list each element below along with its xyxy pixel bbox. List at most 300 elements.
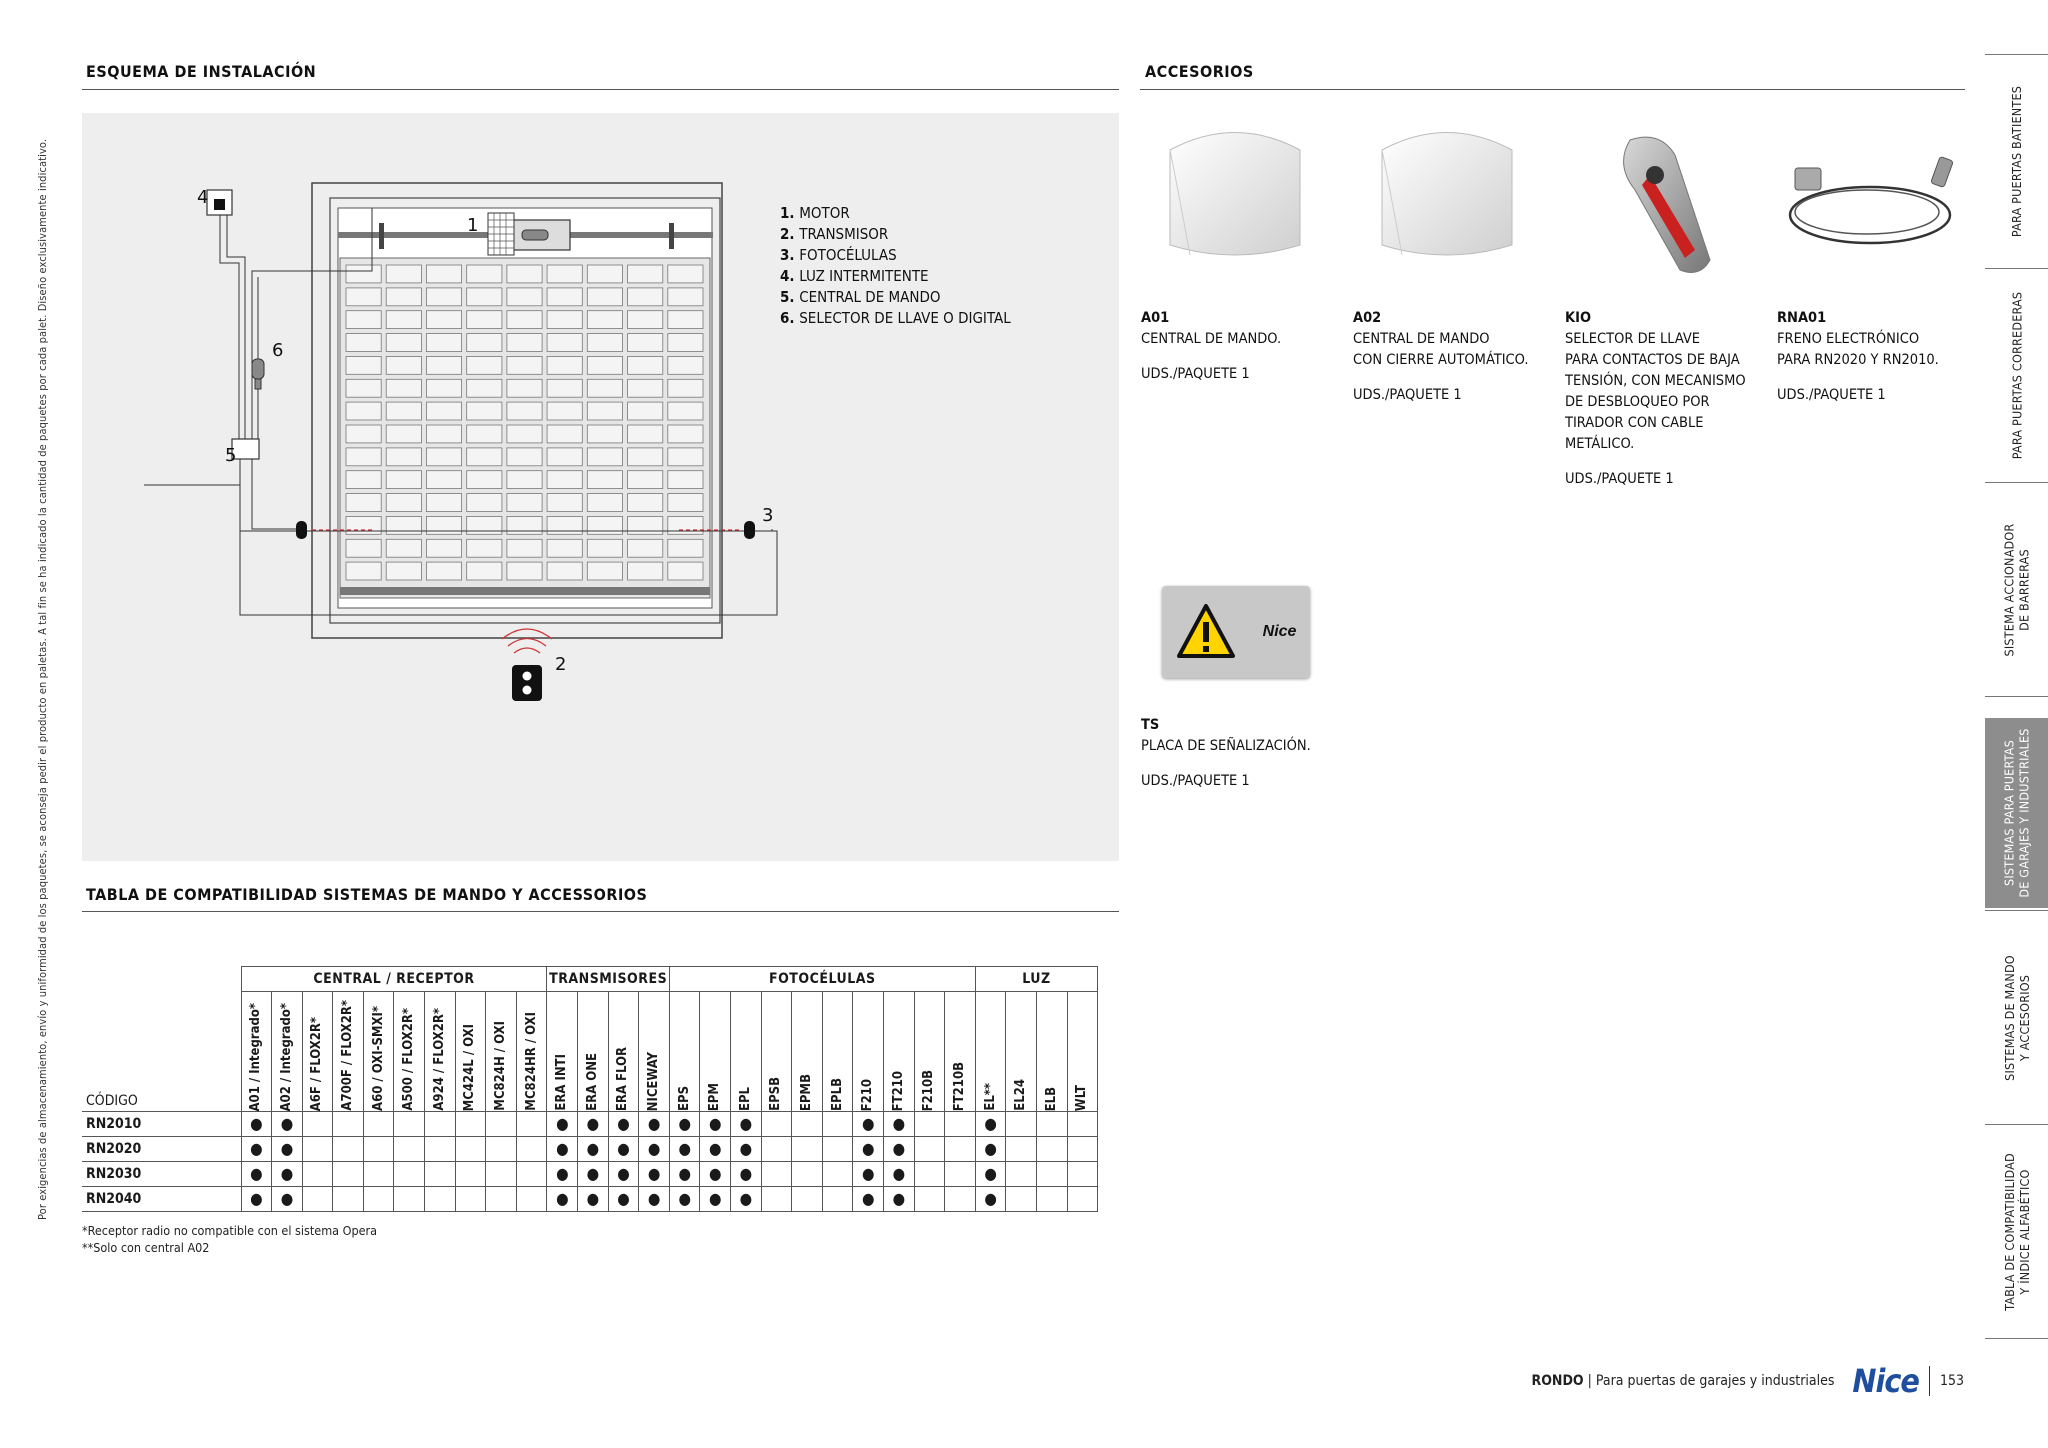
column-label: FT210B xyxy=(951,1061,967,1111)
door-panel xyxy=(587,402,622,420)
door-panel xyxy=(346,356,381,374)
door-panel xyxy=(547,562,582,580)
compat-cell xyxy=(1036,1187,1067,1212)
row-code: RN2030 xyxy=(82,1162,241,1187)
compat-cell: ● xyxy=(241,1187,272,1212)
column-label: EPMB xyxy=(798,1073,814,1111)
footer-divider xyxy=(1929,1366,1930,1396)
accessory-code: KIO xyxy=(1565,310,1592,326)
tab-label: PARA PUERTAS CORREDERAS xyxy=(2009,291,2024,460)
door-panel xyxy=(426,494,461,512)
column-label: EPS xyxy=(676,1086,692,1111)
compat-cell xyxy=(333,1187,364,1212)
column-header xyxy=(669,992,700,1112)
column-header xyxy=(883,992,914,1112)
door-panel xyxy=(386,516,421,534)
door-panel xyxy=(507,356,542,374)
sign-brand: Nice xyxy=(1262,623,1297,640)
door-panel xyxy=(467,448,502,466)
compat-cell: ● xyxy=(241,1137,272,1162)
door-panel xyxy=(628,448,663,466)
compat-cell: ● xyxy=(883,1187,914,1212)
door-panel xyxy=(467,471,502,489)
door-panel xyxy=(587,562,622,580)
compat-cell: ● xyxy=(853,1137,884,1162)
compat-cell xyxy=(822,1137,853,1162)
compat-notes xyxy=(82,1222,377,1256)
accessory-units: UDS./PAQUETE 1 xyxy=(1353,387,1462,403)
column-label: ERA INTI xyxy=(554,1054,570,1111)
compat-cell: ● xyxy=(669,1112,700,1137)
door-panel xyxy=(386,288,421,306)
accessory-description: SELECTOR DE LLAVE xyxy=(1565,331,1701,347)
compat-cell xyxy=(425,1162,456,1187)
door-panel xyxy=(507,311,542,329)
legend-item xyxy=(780,203,1011,224)
compat-cell xyxy=(486,1137,517,1162)
accessory-code: TS xyxy=(1141,717,1160,733)
install-title: ESQUEMA DE INSTALACIÓN xyxy=(86,62,317,81)
column-label: EPM xyxy=(707,1082,723,1111)
compat-cell: ● xyxy=(669,1162,700,1187)
door-panel xyxy=(668,379,703,397)
door-panel xyxy=(628,334,663,352)
door-panel xyxy=(507,471,542,489)
compat-cell xyxy=(792,1187,823,1212)
compat-cell: ● xyxy=(578,1137,609,1162)
door-panel xyxy=(547,471,582,489)
column-header xyxy=(516,992,547,1112)
door-panel xyxy=(507,516,542,534)
column-header xyxy=(914,992,945,1112)
tab-1[interactable] xyxy=(1985,55,2048,268)
warning-sign-icon xyxy=(1162,586,1310,678)
column-header xyxy=(792,992,823,1112)
tab-2[interactable] xyxy=(1985,269,2048,482)
compat-cell xyxy=(792,1162,823,1187)
compat-cell xyxy=(1006,1187,1037,1212)
compat-cell: ● xyxy=(578,1162,609,1187)
door-panel xyxy=(547,494,582,512)
door-panel xyxy=(668,402,703,420)
column-label: A924 / FLOX2R* xyxy=(431,1008,447,1111)
door-panel xyxy=(628,539,663,557)
door-panel xyxy=(668,334,703,352)
compat-cell xyxy=(425,1137,456,1162)
compat-cell: ● xyxy=(547,1187,578,1212)
compat-cell: ● xyxy=(700,1162,731,1187)
accessory-description: DE DESBLOQUEO POR xyxy=(1565,394,1710,410)
door-panel xyxy=(346,471,381,489)
door-panel xyxy=(467,516,502,534)
compat-cell xyxy=(394,1162,425,1187)
door-panel xyxy=(507,379,542,397)
door-panel xyxy=(587,334,622,352)
diagram-legend xyxy=(780,203,1011,329)
door-panel xyxy=(587,356,622,374)
accessory-description: PARA RN2020 Y RN2010. xyxy=(1777,352,1939,368)
compat-cell xyxy=(455,1112,486,1137)
column-header xyxy=(547,992,578,1112)
compat-cell xyxy=(516,1112,547,1137)
compat-cell xyxy=(822,1187,853,1212)
door-panel xyxy=(668,448,703,466)
accessory-description: PARA CONTACTOS DE BAJA xyxy=(1565,352,1740,368)
compat-cell xyxy=(516,1187,547,1212)
accessory-kio xyxy=(1565,308,1746,490)
accessory-ts xyxy=(1141,715,1311,792)
door-panel xyxy=(386,425,421,443)
compat-cell xyxy=(945,1162,976,1187)
legend-item xyxy=(780,224,1011,245)
door-panel xyxy=(587,494,622,512)
door-panel xyxy=(547,334,582,352)
compat-cell: ● xyxy=(853,1187,884,1212)
column-header xyxy=(578,992,609,1112)
column-header xyxy=(1036,992,1067,1112)
door-panel xyxy=(386,334,421,352)
compat-cell: ● xyxy=(669,1187,700,1212)
accessory-description: PLACA DE SEÑALIZACIÓN. xyxy=(1141,738,1311,754)
tab-divider xyxy=(1985,696,2048,697)
flashing-light xyxy=(207,190,232,215)
compat-cell xyxy=(455,1187,486,1212)
door-panel xyxy=(386,448,421,466)
door-panel xyxy=(346,516,381,534)
tab-label: PARA PUERTAS BATIENTES xyxy=(2009,85,2025,238)
column-header xyxy=(608,992,639,1112)
door-panel xyxy=(346,539,381,557)
legend-item xyxy=(780,245,1011,266)
door-panel xyxy=(467,334,502,352)
legend-item xyxy=(780,287,1011,308)
column-label: A02 / Integrado* xyxy=(278,1002,294,1111)
marker-5: 5 xyxy=(225,445,237,466)
compat-cell: ● xyxy=(272,1137,303,1162)
compat-cell: ● xyxy=(700,1187,731,1212)
door-panel xyxy=(507,288,542,306)
column-header xyxy=(363,992,394,1112)
footer-subtitle: Para puertas de garajes y industriales xyxy=(1595,1373,1835,1389)
door-panel xyxy=(426,356,461,374)
door-panel xyxy=(467,494,502,512)
compat-cell: ● xyxy=(241,1112,272,1137)
column-label: A700F / FLOX2R* xyxy=(340,1000,356,1111)
side-disclaimer: Por exigencias de almacenamiento, envío y uniformidad de los paquetes, se aconseja pedir el producto en paletas. A tal fin se ha indicado la cantidad de paquetes por cada palet. Diseño exclusivamente indicativo. xyxy=(36,138,49,1220)
accessories-title-rule xyxy=(1140,89,1965,90)
door-panel xyxy=(628,356,663,374)
row-code: RN2010 xyxy=(82,1112,241,1137)
tab-label: TABLA DE COMPATIBILIDAD Y ÍNDICE ALFABÉTICO xyxy=(2001,1152,2032,1311)
table-row xyxy=(82,1137,1098,1162)
door-panel xyxy=(467,539,502,557)
accessory-code: A01 xyxy=(1141,310,1170,326)
door-panel xyxy=(668,562,703,580)
door-panel xyxy=(547,516,582,534)
compat-cell: ● xyxy=(731,1137,762,1162)
tab-3[interactable] xyxy=(1985,483,2048,696)
door-panel xyxy=(507,562,542,580)
door-panel xyxy=(467,311,502,329)
door-panel xyxy=(346,288,381,306)
compat-cell: ● xyxy=(731,1162,762,1187)
compat-cell xyxy=(822,1162,853,1187)
compat-cell xyxy=(363,1112,394,1137)
door-panel xyxy=(386,539,421,557)
warning-triangle-icon xyxy=(1176,602,1236,662)
compat-cell xyxy=(455,1137,486,1162)
door-panel xyxy=(587,539,622,557)
door-panel xyxy=(386,265,421,283)
compat-cell: ● xyxy=(272,1187,303,1212)
compat-cell xyxy=(1067,1162,1098,1187)
compat-cell: ● xyxy=(975,1137,1006,1162)
compat-cell: ● xyxy=(639,1137,670,1162)
column-label: NICEWAY xyxy=(646,1051,662,1111)
column-header xyxy=(394,992,425,1112)
compat-cell xyxy=(363,1162,394,1187)
compat-cell xyxy=(761,1137,792,1162)
accessory-description: TENSIÓN, CON MECANISMO xyxy=(1565,373,1746,389)
door-panel xyxy=(547,425,582,443)
compat-cell: ● xyxy=(731,1187,762,1212)
door-panel xyxy=(467,402,502,420)
column-label: MC824H / OXI xyxy=(493,1021,509,1111)
compat-cell xyxy=(302,1137,333,1162)
compat-cell xyxy=(486,1112,517,1137)
compat-cell xyxy=(486,1187,517,1212)
door-panel xyxy=(386,402,421,420)
door-panel xyxy=(346,425,381,443)
compat-cell xyxy=(914,1112,945,1137)
column-label: ELB xyxy=(1043,1086,1059,1111)
legend-number: 3. xyxy=(780,246,800,264)
row-code: RN2020 xyxy=(82,1137,241,1162)
compat-cell xyxy=(302,1162,333,1187)
column-header xyxy=(302,992,333,1112)
compat-cell: ● xyxy=(883,1137,914,1162)
compat-cell xyxy=(1006,1112,1037,1137)
tab-label: SISTEMAS DE MANDO Y ACCESORIOS xyxy=(2001,954,2032,1081)
column-header xyxy=(1006,992,1037,1112)
compat-cell xyxy=(363,1137,394,1162)
group-header: TRANSMISORES xyxy=(547,967,669,992)
legend-number: 1. xyxy=(780,204,800,222)
group-header-row xyxy=(82,967,1098,992)
compat-cell xyxy=(945,1187,976,1212)
door-panel xyxy=(587,471,622,489)
legend-number: 4. xyxy=(780,267,800,285)
door-panel xyxy=(507,402,542,420)
table-row xyxy=(82,1112,1098,1137)
compat-cell: ● xyxy=(578,1187,609,1212)
compat-cell: ● xyxy=(547,1112,578,1137)
door-panel xyxy=(628,425,663,443)
column-label: ERA ONE xyxy=(584,1053,600,1111)
column-header xyxy=(241,992,272,1112)
door-panel xyxy=(628,288,663,306)
door-panel xyxy=(628,379,663,397)
door-panel xyxy=(668,516,703,534)
installation-diagram xyxy=(82,113,1119,861)
legend-item xyxy=(780,308,1011,329)
door-panel xyxy=(628,311,663,329)
legend-label: FOTOCÉLULAS xyxy=(799,246,897,264)
compat-cell: ● xyxy=(608,1137,639,1162)
compat-cell: ● xyxy=(272,1112,303,1137)
door-panel xyxy=(426,425,461,443)
compat-cell: ● xyxy=(669,1137,700,1162)
door-panel xyxy=(507,265,542,283)
door-panel xyxy=(467,562,502,580)
accessory-description: CON CIERRE AUTOMÁTICO. xyxy=(1353,352,1529,368)
transmitter xyxy=(502,629,552,701)
door-panel xyxy=(386,379,421,397)
door-panel xyxy=(547,402,582,420)
column-header xyxy=(945,992,976,1112)
compat-cell: ● xyxy=(547,1137,578,1162)
compat-cell xyxy=(1067,1112,1098,1137)
accessory-description: METÁLICO. xyxy=(1565,436,1635,452)
legend-item xyxy=(780,266,1011,287)
column-header xyxy=(731,992,762,1112)
column-label: A01 / Integrado* xyxy=(248,1002,264,1111)
column-header xyxy=(486,992,517,1112)
compat-cell: ● xyxy=(272,1162,303,1187)
column-header xyxy=(1067,992,1098,1112)
table-row xyxy=(82,1187,1098,1212)
marker-1: 1 xyxy=(467,215,479,236)
compat-cell xyxy=(333,1112,364,1137)
door-panel xyxy=(668,539,703,557)
nice-logo: Nice xyxy=(1852,1362,1919,1400)
compat-cell xyxy=(486,1162,517,1187)
column-label: EPLB xyxy=(829,1078,845,1111)
compat-cell xyxy=(1006,1162,1037,1187)
column-header xyxy=(455,992,486,1112)
column-header xyxy=(333,992,364,1112)
compat-cell xyxy=(302,1187,333,1212)
key-selector xyxy=(252,359,264,389)
door-panel xyxy=(668,265,703,283)
compat-cell: ● xyxy=(883,1112,914,1137)
door-panel xyxy=(386,471,421,489)
compat-cell xyxy=(394,1112,425,1137)
page-footer xyxy=(1532,1362,1964,1400)
compat-cell xyxy=(394,1137,425,1162)
door-panel xyxy=(628,471,663,489)
footer-separator: | xyxy=(1587,1373,1592,1389)
column-header xyxy=(761,992,792,1112)
door-panel xyxy=(628,562,663,580)
compat-cell: ● xyxy=(700,1137,731,1162)
column-label: A500 / FLOX2R* xyxy=(401,1008,417,1111)
accessory-units: UDS./PAQUETE 1 xyxy=(1565,471,1674,487)
door-panel xyxy=(346,334,381,352)
accessory-units: UDS./PAQUETE 1 xyxy=(1777,387,1886,403)
table-corner xyxy=(82,967,241,992)
column-label: EL24 xyxy=(1013,1079,1029,1111)
compat-cell: ● xyxy=(700,1112,731,1137)
compat-cell xyxy=(761,1112,792,1137)
legend-number: 5. xyxy=(780,288,800,306)
column-header-row xyxy=(82,992,1098,1112)
compat-cell: ● xyxy=(578,1112,609,1137)
compat-cell: ● xyxy=(853,1162,884,1187)
door-panel xyxy=(426,471,461,489)
door-panel xyxy=(346,311,381,329)
compat-cell xyxy=(333,1162,364,1187)
door-panel xyxy=(668,494,703,512)
door-panel xyxy=(507,425,542,443)
compat-cell xyxy=(792,1137,823,1162)
key-selector-icon xyxy=(1600,130,1730,280)
door-panel xyxy=(426,334,461,352)
table-row xyxy=(82,1162,1098,1187)
compat-cell: ● xyxy=(975,1162,1006,1187)
door-panel xyxy=(587,288,622,306)
compat-title: TABLA DE COMPATIBILIDAD SISTEMAS DE MANDO Y ACCESSORIOS xyxy=(86,885,648,904)
tab-6[interactable] xyxy=(1985,1125,2048,1338)
door-panel xyxy=(547,288,582,306)
column-header xyxy=(700,992,731,1112)
door-panel xyxy=(628,265,663,283)
compat-cell xyxy=(1036,1137,1067,1162)
column-label: F210B xyxy=(921,1069,937,1111)
compat-cell: ● xyxy=(639,1187,670,1212)
column-label: WLT xyxy=(1074,1084,1090,1111)
compat-cell xyxy=(302,1112,333,1137)
tab-label: SISTEMAS PARA PUERTAS DE GARAJES Y INDUSTRIALES xyxy=(2001,728,2032,898)
marker-3: 3 xyxy=(762,505,774,526)
door-panel xyxy=(668,425,703,443)
tab-4[interactable] xyxy=(1985,718,2048,908)
compat-cell xyxy=(1006,1137,1037,1162)
compat-cell xyxy=(761,1162,792,1187)
accessory-units: UDS./PAQUETE 1 xyxy=(1141,773,1250,789)
compat-cell xyxy=(1067,1137,1098,1162)
door-panel xyxy=(547,311,582,329)
door-panel xyxy=(587,425,622,443)
accessory-description: FRENO ELECTRÓNICO xyxy=(1777,331,1920,347)
compat-cell xyxy=(516,1162,547,1187)
control-unit-icon xyxy=(1150,120,1320,270)
door-panel xyxy=(628,402,663,420)
note-2: **Solo con central A02 xyxy=(82,1240,210,1255)
compat-cell: ● xyxy=(608,1112,639,1137)
column-label: F210 xyxy=(860,1078,876,1111)
accessory-rna01 xyxy=(1777,308,1939,406)
column-label: EPSB xyxy=(768,1077,784,1111)
compat-cell: ● xyxy=(547,1162,578,1187)
door-panel xyxy=(426,265,461,283)
compat-cell xyxy=(425,1112,456,1137)
door-panel xyxy=(467,379,502,397)
door-panel xyxy=(426,288,461,306)
door-panel xyxy=(628,494,663,512)
accessories-title: ACCESORIOS xyxy=(1145,62,1254,81)
tab-5[interactable] xyxy=(1985,911,2048,1124)
marker-4: 4 xyxy=(197,187,209,208)
door-panel xyxy=(668,311,703,329)
compat-cell xyxy=(1067,1187,1098,1212)
door-panel xyxy=(547,539,582,557)
accessory-description: CENTRAL DE MANDO. xyxy=(1141,331,1282,347)
compat-cell: ● xyxy=(608,1187,639,1212)
door-panel xyxy=(346,379,381,397)
door-panel xyxy=(547,379,582,397)
column-header xyxy=(853,992,884,1112)
